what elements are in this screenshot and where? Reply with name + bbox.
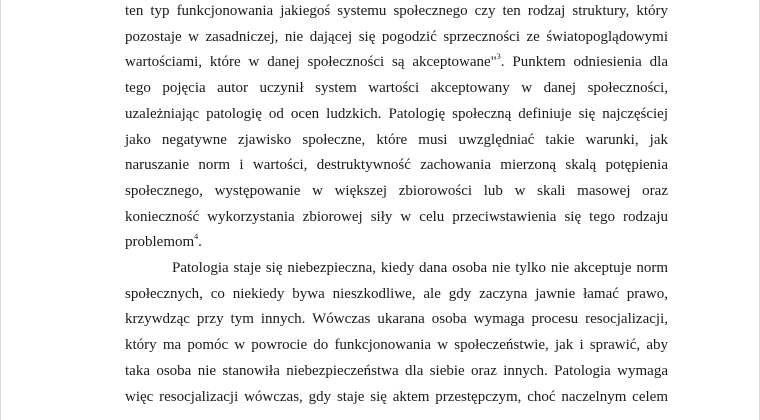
footnote-marker-4[interactable]: 4 — [194, 232, 199, 242]
footnote-marker-3[interactable]: 3 — [496, 52, 501, 62]
paragraph-2-line-2: społecznych, co niekiedy bywa nieszkodliwe, ale gdy zaczyna jawnie łamać prawo, — [125, 285, 668, 302]
paragraph-1-line-3-text-b: . Punktem odniesienia dla — [500, 54, 668, 71]
paragraph-1-line-2: pozostaje w zasadniczej, nie dającej się pogodzić sprzeczności ze światopoglądowymi — [125, 28, 668, 45]
paragraph-1-line-5: uzależniając patologię od ocen ludzkich. Patologię społeczną definiuje się najczęściej — [125, 105, 668, 122]
paragraph-2-line-4: który ma pomóc w powrocie do funkcjonowania w społeczeństwie, jak i sprawić, aby — [125, 337, 668, 354]
paragraph-1-line-9: konieczność wykorzystania zbiorowej siły w celu przeciwstawienia się tego rodzaju — [125, 208, 668, 225]
paragraph-2-line-5: taka osoba nie stanowiła niebezpieczeństwa dla siebie oraz innych. Patologia wymaga — [125, 362, 668, 379]
paragraph-2-line-1: Patologia staje się niebezpieczna, kiedy dana osoba nie tylko nie akceptuje norm — [172, 260, 668, 276]
paragraph-2-line-3: krzywdząc przy tym innych. Wówczas ukarana osoba wymaga procesu resocjalizacji, — [125, 311, 668, 328]
paragraph-2-line-6: więc resocjalizacji wówczas, gdy staje się aktem przestępczym, choć naczelnym celem — [125, 388, 668, 405]
paragraph-1-line-7: naruszanie norm i wartości, destruktywność zachowania mierzoną skalą potępienia — [125, 157, 668, 174]
paragraph-1-line-3 — [125, 52, 668, 72]
paragraph-1-line-4: tego pojęcia autor uczynił system wartości akceptowany w danej społeczności, — [125, 80, 668, 97]
paragraph-1-line-1: ten typ funkcjonowania jakiegoś systemu społecznego czy ten rodzaj struktury, który — [125, 3, 668, 19]
paragraph-1-line-8: społecznego, występowanie w większej zbiorowości lub w skali masowej oraz — [125, 182, 668, 199]
paragraph-1-line-10-text-b: . — [198, 234, 202, 251]
paragraph-1-line-3-text-a: wartościami, które w danej społeczności są akceptowane" — [125, 54, 497, 71]
paragraph-1-line-10-text-a: problemom — [125, 234, 195, 251]
paragraph-1-line-6: jako negatywne zjawisko społeczne, które musi uwzględniać takie warunki, jak — [125, 131, 668, 148]
paragraph-1-line-10 — [125, 232, 668, 252]
